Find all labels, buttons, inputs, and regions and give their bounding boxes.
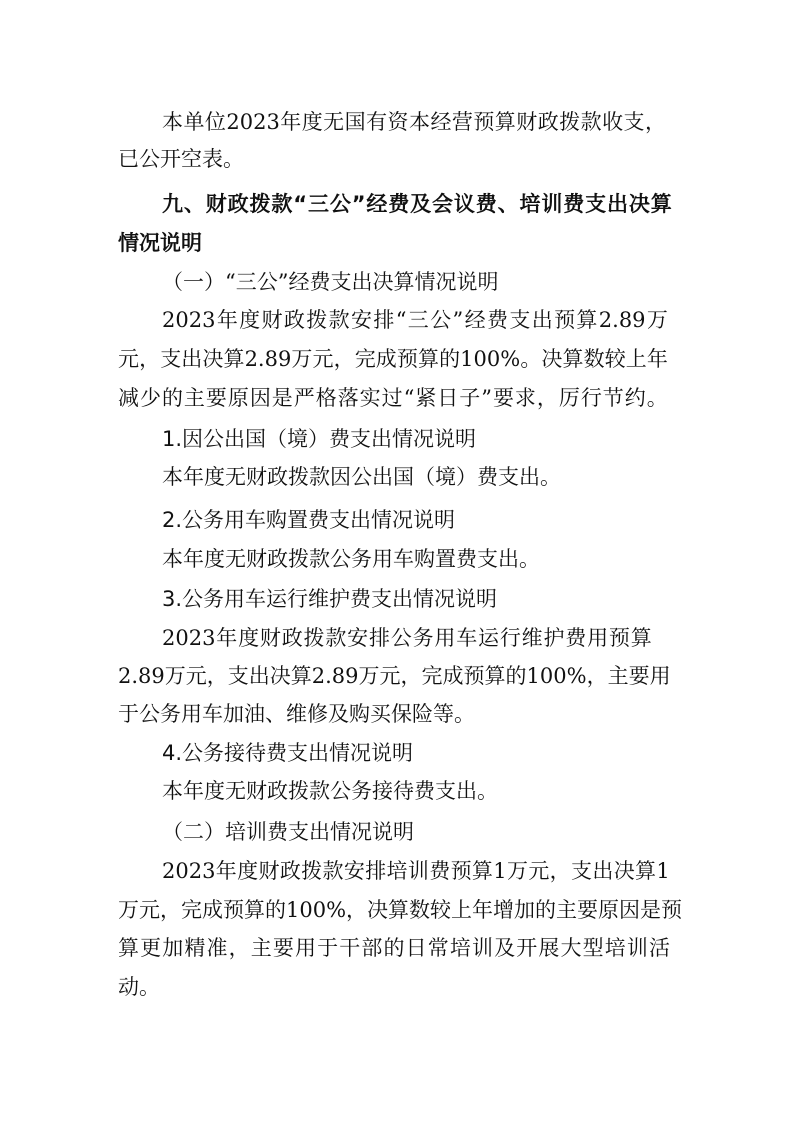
glyph: 原	[598, 898, 620, 922]
glyph: 数	[409, 898, 431, 922]
glyph: ”	[351, 192, 366, 216]
glyph: 、	[497, 192, 519, 216]
glyph: 算	[388, 898, 410, 922]
glyph: 支	[509, 308, 531, 332]
glyph: 算	[417, 347, 439, 371]
glyph: 上	[451, 898, 473, 922]
glyph: 经	[366, 192, 388, 216]
glyph: 用	[587, 626, 609, 650]
glyph: ，	[206, 664, 228, 688]
glyph: 2023	[162, 626, 216, 650]
glyph: 2.89	[311, 664, 359, 688]
text-line	[118, 384, 668, 412]
text-line	[118, 896, 683, 924]
glyph: 万	[164, 664, 186, 688]
glyph: 万	[358, 664, 380, 688]
glyph: 行	[499, 626, 521, 650]
glyph: 车	[456, 626, 478, 650]
glyph: 严	[293, 386, 315, 410]
glyph: 算	[484, 664, 506, 688]
subsection-heading-text: （二）培训费支出情况说明	[162, 820, 414, 844]
glyph: 培	[386, 859, 408, 883]
glyph: 年	[472, 898, 494, 922]
glyph: 财	[258, 859, 280, 883]
glyph: 的	[535, 898, 557, 922]
text-line-content: 已公开空表。	[118, 147, 244, 171]
glyph: 支	[160, 347, 182, 371]
glyph: 培	[449, 936, 471, 960]
glyph: 要	[272, 936, 294, 960]
glyph: 排	[373, 308, 395, 332]
item-heading-text: 2.公务用车购置费支出情况说明	[162, 508, 456, 532]
glyph: 有	[366, 110, 388, 134]
glyph: 出	[181, 347, 203, 371]
text-line-content: 本年度无财政拨款公务用车购置费支出。	[162, 547, 540, 571]
glyph: 公	[329, 192, 351, 216]
text-line-content: 于公务用车加油、维修及购买保险等。	[118, 702, 475, 726]
glyph: 排	[365, 859, 387, 883]
text-line-content: 本年度无财政拨款公务接待费支出。	[162, 779, 498, 803]
glyph: 资	[387, 110, 409, 134]
glyph: 原	[227, 386, 249, 410]
glyph: ，	[333, 347, 355, 371]
glyph: 算	[630, 626, 652, 650]
glyph: 常	[427, 936, 449, 960]
text-line-content: 动。	[118, 975, 160, 999]
item-heading-text: 3.公务用车运行维护费支出情况说明	[162, 587, 498, 611]
text-line	[118, 934, 670, 962]
glyph: 增	[493, 898, 515, 922]
text-line	[162, 777, 498, 805]
glyph: ，	[160, 898, 181, 922]
glyph: 算	[290, 664, 312, 688]
glyph: 费	[429, 859, 451, 883]
glyph: 干	[339, 936, 361, 960]
glyph: 成	[202, 898, 223, 922]
glyph: 九	[162, 192, 183, 216]
glyph: 预	[396, 347, 418, 371]
glyph: 算	[118, 936, 139, 960]
glyph: 财	[261, 308, 283, 332]
glyph: 元	[185, 664, 207, 688]
glyph: 经	[430, 110, 452, 134]
glyph: ，	[400, 664, 422, 688]
glyph: 支	[585, 192, 607, 216]
glyph: 元	[379, 664, 401, 688]
glyph: 拨	[559, 110, 581, 134]
glyph: 年	[216, 308, 238, 332]
glyph: 财	[259, 626, 281, 650]
glyph: 算	[562, 347, 584, 371]
glyph: 元	[312, 347, 334, 371]
glyph: 的	[439, 347, 461, 371]
glyph: 要	[492, 386, 514, 410]
glyph: 日	[437, 386, 459, 410]
justified-text	[162, 190, 672, 218]
glyph: 出	[607, 192, 628, 216]
glyph: 款	[328, 308, 350, 332]
glyph: ，	[549, 859, 571, 883]
glyph: 款	[580, 110, 602, 134]
glyph: 主	[607, 664, 629, 688]
glyph: 节	[602, 386, 624, 410]
glyph: 款	[322, 859, 344, 883]
glyph: 三	[407, 308, 429, 332]
glyph: 元	[528, 859, 550, 883]
glyph: 拨	[303, 626, 325, 650]
glyph: 1	[493, 859, 507, 883]
glyph: 100%	[286, 898, 347, 922]
glyph: 训	[626, 936, 648, 960]
glyph: 拨	[306, 308, 328, 332]
justified-text	[162, 624, 652, 652]
glyph: 运	[478, 626, 500, 650]
glyph: “	[293, 192, 308, 216]
glyph: 万	[646, 308, 668, 332]
glyph: 的	[383, 936, 405, 960]
glyph: 少	[139, 386, 161, 410]
glyph: 算	[244, 898, 265, 922]
glyph: 政	[227, 192, 249, 216]
glyph: ”	[452, 308, 464, 332]
item-heading-line	[162, 585, 497, 613]
glyph: 费	[388, 192, 410, 216]
text-line	[118, 145, 244, 173]
glyph: 政	[279, 859, 301, 883]
glyph: 公	[390, 626, 412, 650]
glyph: 用	[649, 664, 671, 688]
glyph: 预	[450, 859, 472, 883]
section-heading-text: 情况说明	[118, 231, 202, 255]
glyph: 100%	[460, 347, 521, 371]
glyph: 训	[472, 936, 493, 960]
glyph: “	[403, 386, 415, 410]
glyph: 护	[543, 626, 565, 650]
glyph: 三	[307, 192, 329, 216]
glyph: 度	[239, 308, 261, 332]
glyph: 万	[118, 898, 139, 922]
glyph: ，	[228, 936, 250, 960]
glyph: 主	[556, 898, 578, 922]
justified-text	[162, 857, 670, 885]
glyph: 营	[451, 110, 473, 134]
glyph: 年	[216, 626, 238, 650]
item-heading-text: 4.公务接待费支出情况说明	[162, 741, 414, 765]
glyph: 的	[265, 898, 286, 922]
glyph: 的	[161, 386, 183, 410]
glyph: 元	[139, 898, 160, 922]
glyph: 及	[410, 192, 432, 216]
item-heading-line	[162, 506, 455, 534]
glyph: 因	[249, 386, 271, 410]
glyph: 过	[381, 386, 403, 410]
glyph: 政	[283, 308, 305, 332]
glyph: 培	[519, 192, 541, 216]
glyph: 决	[269, 664, 291, 688]
glyph: 完	[421, 664, 443, 688]
glyph: 预	[223, 898, 244, 922]
text-line	[162, 624, 652, 652]
glyph: 度	[238, 626, 260, 650]
glyph: 于	[317, 936, 339, 960]
justified-text	[118, 934, 670, 962]
glyph: 本	[162, 110, 183, 134]
glyph: 精	[184, 936, 206, 960]
glyph: 出	[592, 859, 614, 883]
glyph: 预	[463, 664, 485, 688]
section-heading-line	[118, 229, 202, 257]
glyph: 2023	[162, 859, 216, 883]
glyph: 公	[430, 308, 452, 332]
justified-text	[162, 306, 668, 334]
glyph: 决	[613, 859, 635, 883]
glyph: 加	[514, 898, 536, 922]
item-heading-text: 1.因公出国（境）费支出情况说明	[162, 427, 477, 451]
glyph: 部	[361, 936, 383, 960]
glyph: 年	[646, 347, 668, 371]
glyph: 财	[205, 192, 227, 216]
glyph: 因	[619, 898, 641, 922]
glyph: ，	[644, 110, 666, 134]
glyph: 安	[343, 859, 365, 883]
glyph: ，	[139, 347, 161, 371]
glyph: 是	[271, 386, 293, 410]
glyph: 度	[237, 859, 259, 883]
glyph: 展	[538, 936, 560, 960]
glyph: 预	[554, 308, 576, 332]
glyph: 无	[323, 110, 345, 134]
glyph: 国	[344, 110, 366, 134]
glyph: 算	[635, 859, 657, 883]
glyph: 位	[204, 110, 226, 134]
glyph: 算	[650, 192, 672, 216]
glyph: ，	[346, 898, 368, 922]
subsection-heading-line	[162, 268, 498, 296]
text-line	[162, 108, 666, 136]
glyph: 元	[118, 347, 139, 371]
glyph: 成	[375, 347, 397, 371]
text-line	[162, 306, 668, 334]
glyph: 务	[412, 626, 434, 650]
glyph: 主	[183, 386, 205, 410]
glyph: 。	[520, 347, 542, 371]
glyph: 型	[582, 936, 604, 960]
item-heading-line	[162, 425, 476, 453]
glyph: 要	[628, 664, 650, 688]
glyph: 2023	[162, 308, 216, 332]
glyph: 行	[580, 386, 602, 410]
glyph: 安	[350, 308, 372, 332]
glyph: 安	[347, 626, 369, 650]
text-line	[162, 545, 540, 573]
glyph: 万	[291, 347, 313, 371]
glyph: 是	[640, 898, 662, 922]
glyph: 较	[430, 898, 452, 922]
subsection-heading-line	[162, 818, 414, 846]
justified-text	[118, 345, 668, 373]
glyph: 支	[227, 664, 249, 688]
glyph: 支	[623, 110, 645, 134]
glyph: 单	[183, 110, 205, 134]
glyph: 日	[405, 936, 427, 960]
glyph: 用	[295, 936, 316, 960]
text-line	[118, 973, 160, 1001]
justified-text	[118, 384, 668, 412]
glyph: 及	[494, 936, 516, 960]
glyph: 财	[516, 110, 538, 134]
glyph: 更	[140, 936, 162, 960]
glyph: 议	[453, 192, 475, 216]
justified-text	[118, 662, 671, 690]
glyph: 预	[608, 626, 630, 650]
glyph: 。	[646, 386, 668, 410]
text-line	[118, 700, 475, 728]
glyph: 要	[577, 898, 599, 922]
glyph: 、	[183, 192, 205, 216]
glyph: 政	[537, 110, 559, 134]
glyph: 训	[541, 192, 563, 216]
glyph: 准	[206, 936, 228, 960]
glyph: 2023	[226, 110, 280, 134]
glyph: 费	[565, 626, 587, 650]
glyph: 款	[271, 192, 293, 216]
glyph: 预	[661, 898, 683, 922]
glyph: 格	[315, 386, 337, 410]
glyph: 决	[202, 347, 224, 371]
glyph: 厉	[558, 386, 580, 410]
glyph: 落	[337, 386, 359, 410]
glyph: 紧	[415, 386, 437, 410]
glyph: 培	[604, 936, 626, 960]
glyph: 较	[604, 347, 626, 371]
justified-text	[118, 896, 683, 924]
text-line-content: 本年度无财政拨款因公出国（境）费支出。	[162, 465, 561, 489]
glyph: 2.89	[244, 347, 292, 371]
glyph: 实	[359, 386, 381, 410]
subsection-heading-text: （一）“三公”经费支出决算情况说明	[162, 270, 499, 294]
glyph: 政	[281, 626, 303, 650]
glyph: 年	[280, 110, 302, 134]
glyph: 大	[560, 936, 582, 960]
glyph: 决	[367, 898, 389, 922]
glyph: 费	[563, 192, 585, 216]
glyph: 加	[162, 936, 184, 960]
glyph: 款	[325, 626, 347, 650]
glyph: ，	[536, 386, 558, 410]
glyph: 主	[250, 936, 272, 960]
glyph: 度	[301, 110, 323, 134]
glyph: ”	[481, 386, 492, 410]
glyph: 算	[576, 308, 598, 332]
glyph: 减	[118, 386, 139, 410]
glyph: 排	[368, 626, 390, 650]
glyph: 拨	[301, 859, 323, 883]
glyph: 训	[407, 859, 429, 883]
section-heading-line	[162, 190, 672, 218]
glyph: 子	[459, 386, 481, 410]
glyph: 算	[223, 347, 245, 371]
glyph: 2.89	[598, 308, 646, 332]
glyph: “	[395, 308, 407, 332]
glyph: 要	[205, 386, 227, 410]
glyph: 完	[354, 347, 376, 371]
glyph: 出	[248, 664, 270, 688]
text-line	[118, 662, 671, 690]
glyph: 算	[471, 859, 493, 883]
glyph: 2.89	[118, 664, 165, 688]
glyph: 1	[656, 859, 670, 883]
glyph: 活	[649, 936, 670, 960]
glyph: 求	[514, 386, 536, 410]
item-heading-line	[162, 739, 413, 767]
glyph: 经	[464, 308, 486, 332]
glyph: ，	[586, 664, 608, 688]
glyph: 完	[181, 898, 202, 922]
glyph: 上	[625, 347, 647, 371]
glyph: 用	[434, 626, 456, 650]
glyph: 数	[583, 347, 605, 371]
glyph: 支	[571, 859, 593, 883]
glyph: 决	[541, 347, 563, 371]
text-line	[162, 857, 670, 885]
glyph: 成	[442, 664, 464, 688]
glyph: 的	[505, 664, 527, 688]
glyph: 本	[408, 110, 430, 134]
glyph: 决	[628, 192, 650, 216]
glyph: 预	[473, 110, 495, 134]
glyph: 算	[494, 110, 516, 134]
glyph: 费	[486, 308, 508, 332]
glyph: 出	[531, 308, 553, 332]
glyph: 费	[475, 192, 497, 216]
glyph: 会	[432, 192, 453, 216]
glyph: 维	[521, 626, 543, 650]
glyph: 100%	[526, 664, 587, 688]
text-line	[162, 463, 561, 491]
glyph: 万	[506, 859, 528, 883]
glyph: 约	[624, 386, 646, 410]
justified-text	[162, 108, 666, 136]
text-line	[118, 345, 668, 373]
glyph: 开	[516, 936, 538, 960]
glyph: 拨	[249, 192, 271, 216]
glyph: 年	[215, 859, 237, 883]
glyph: 收	[602, 110, 624, 134]
